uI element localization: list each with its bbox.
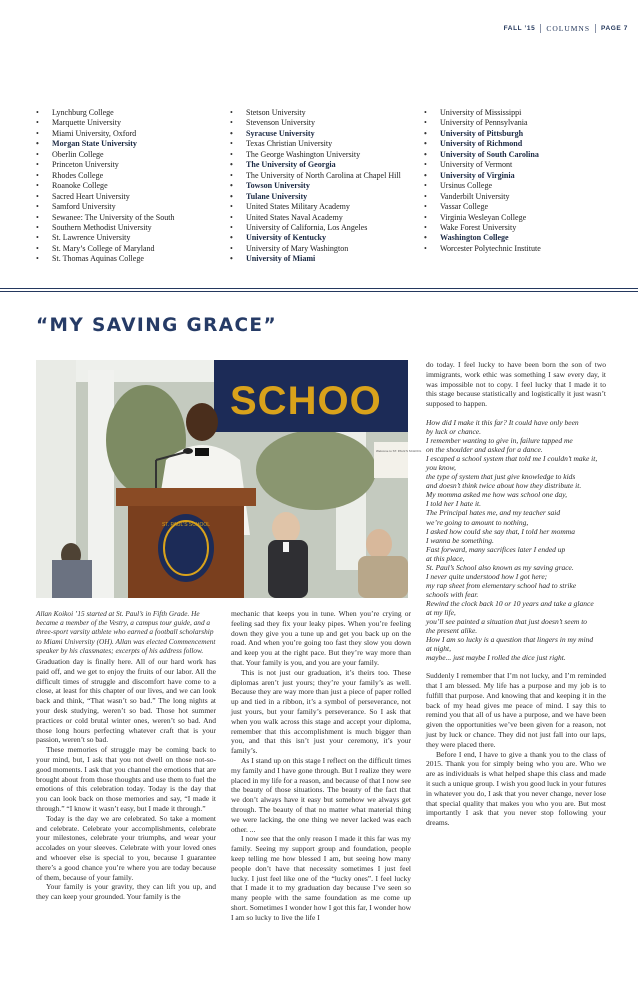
- article-column-3: [426, 360, 606, 828]
- paragraph: Today is the day we are celebrated. So take a moment and celebrate. Celebrate your accomplishments, celebrate your milestones, celebrate your triumphs, and wear your accolades on your sleeves. Celebrate with your loved ones and whoever else is special to you, because I guarantee there’s a good chance you’re where you are today because of them, because of your family.: [36, 813, 216, 882]
- college-list-item: • St. Mary’s College of Maryland: [36, 244, 232, 254]
- paragraph: These memories of struggle may be coming back to your mind, but, I ask that you not dwell on those not-so-good moments. I ask that you channel the emotions that are brought about from those thoughts and use them to fuel the emotions of this celebration today. Today is the day that you can look back on those memories and say, “I made it through.” “I know it wasn’t easy, but I made it through.”: [36, 745, 216, 813]
- college-list-item: • Morgan State University: [36, 139, 232, 149]
- college-list-item: • University of Mary Washington: [230, 244, 426, 254]
- paragraph: This is not just our graduation, it’s theirs too. These diplomas aren’t just yours; they’re your family’s as well. Because they are way more than just a piece of paper rolled up and tied in a ribbon, it’s a symbol of perseverance, not just yours, but your family’s perseverance. So I ask that when you walk across this stage and accept your diploma, remember that this accomplishment is much bigger than you, and that this isn’t just your ceremony, it’s your family’s.: [231, 667, 411, 756]
- paragraph: Suddenly I remember that I’m not lucky, and I’m reminded that I am blessed. My life has a purpose and my job is to fulfill that purpose. And knowing that and keeping it in the back of my head gives me peace of mind. I say this to remind you that all of us have a purpose, and we have been given the opportunities we’ve been given for a reason, not just by luck or chance. They did not just fall into our laps, they were placed there.: [426, 671, 606, 749]
- poem-line: How I am so lucky is a question that lingers in my mind: [426, 635, 594, 645]
- paragraph: Your family is your gravity, they can lift you up, and they can keep your grounded. Your family is the: [36, 882, 216, 902]
- college-list-item: • Sewanee: The University of the South: [36, 213, 232, 223]
- college-list-item: • Texas Christian University: [230, 139, 426, 149]
- college-list-item: • University of Richmond: [424, 139, 620, 149]
- college-list-item: • Stetson University: [230, 108, 426, 118]
- college-list-item: • Oberlin College: [36, 150, 232, 160]
- college-list-item: • Southern Methodist University: [36, 223, 232, 233]
- college-list-item: • Marquette University: [36, 118, 232, 128]
- poem-line: My momma asked me how was school one day,: [426, 490, 568, 500]
- college-list-item: • Tulane University: [230, 192, 426, 202]
- college-list-column-1: [36, 108, 232, 265]
- college-list-item: • University of Kentucky: [230, 233, 426, 243]
- college-list-item: • The University of North Carolina at Chapel Hill: [230, 171, 426, 181]
- poem-line: How did I make it this far? It could have only been: [426, 417, 579, 427]
- college-list-item: • Ursinus College: [424, 181, 620, 191]
- magazine-name: COLUMNS: [546, 23, 591, 33]
- college-list-item: • University of Miami: [230, 254, 426, 264]
- paragraph: Before I end, I have to give a thank you to the class of 2015. Thank you for simply being who you are. Who we are as individuals is what helped shape this class and made it such a unique group. I wish you good luck in your futures in whatever you do, I ask that you never change, never lose that special quality that makes you who you are. But most importantly I ask that you never stop following your dreams.: [426, 749, 606, 828]
- college-list-item: • United States Naval Academy: [230, 213, 426, 223]
- poem-line: on the shoulder and asked for a dance.: [426, 445, 543, 455]
- poem-line: Rewind the clock back 10 or 10 years and take a glance: [426, 598, 594, 608]
- poem-line: you’ll see painted a situation that just doesn’t seem to: [426, 617, 588, 627]
- poem-line: the type of system that just give knowledge to kids: [426, 472, 576, 482]
- poem-line: and doesn’t think twice about how they distribute it.: [426, 481, 582, 491]
- college-list-column-2: [230, 108, 426, 265]
- paragraph: do today. I feel lucky to have been born the son of two immigrants, work ethic was something I saw every day, it was impossible not to copy. I feel lucky that I made it to this stage because statistically and logistically it just wasn’t supposed to happen.: [426, 360, 606, 409]
- college-list-item: • Washington College: [424, 233, 620, 243]
- college-list-item: • Vanderbilt University: [424, 192, 620, 202]
- poem-line: I told her I hate it.: [426, 499, 481, 509]
- college-list-item: • University of Pittsburgh: [424, 129, 620, 139]
- poem-line: my rap sheet from elementary school had to strike: [426, 580, 577, 590]
- poem-line: I remember wanting to give in, failure tapped me: [426, 436, 573, 446]
- paragraph: As I stand up on this stage I reflect on the difficult times my family and I have gone through. But I realize they were placed in my life for a reason, and because of that I now see the beauty of those situations. The beauty of the fact that we don’t always have it easy but somehow we always get through. The beauty of that no matter what material thing we were lacking, the one thing we never lacked was each other. ...: [231, 755, 411, 834]
- photo-caption: Allan Koikoi ’15 started at St. Paul’s in Fifth Grade. He became a member of the Vestry, a campus tour guide, and a three-sport varsity athlete who earned a football scholarship to Miami University (OH). Allan was elected Commencement speaker by his classmates; excerpts of his address follow.: [36, 609, 216, 655]
- college-list-item: • The University of Georgia: [230, 160, 426, 170]
- poem-line: by luck or chance.: [426, 427, 481, 437]
- paragraph: mechanic that keeps you in tune. When you’re crying or feeling sad they fix your leaky pipes. When you’re feeling down they give you a tune up and get you back up on the road. And when you’re going too fast they slow you down and keep you at the right pace. But they’re way more than that. Your family is you, and you are your family.: [231, 609, 411, 667]
- college-list-item: • Princeton University: [36, 160, 232, 170]
- college-list-item: • Syracuse University: [230, 129, 426, 139]
- poem-line: St. Paul’s School also known as my saving grace.: [426, 562, 574, 572]
- page-header: [504, 22, 628, 34]
- commencement-photo: [36, 360, 422, 598]
- college-list-item: • The George Washington University: [230, 150, 426, 160]
- poem-line: maybe... just maybe I rolled the dice just right.: [426, 653, 566, 663]
- college-list-item: • St. Lawrence University: [36, 233, 232, 243]
- poem-line: Fast forward, many sacrifices later I ended up: [426, 544, 566, 554]
- poem-line: I wanna be something.: [426, 535, 494, 545]
- college-list-item: • United States Military Academy: [230, 202, 426, 212]
- section-divider-bottom: [0, 291, 638, 292]
- college-list-item: • Roanoke College: [36, 181, 232, 191]
- poem-line: at this place,: [426, 553, 465, 563]
- college-list-item: • University of Mississippi: [424, 108, 620, 118]
- poem-line: at night,: [426, 644, 452, 654]
- poem-line: we’re going to amount to nothing,: [426, 517, 529, 527]
- section-divider-top: [0, 288, 638, 289]
- issue-label: FALL ’15: [503, 24, 536, 32]
- article-column-2: [231, 609, 411, 923]
- college-list-item: • Vassar College: [424, 202, 620, 212]
- college-list-item: • University of California, Los Angeles: [230, 223, 426, 233]
- college-list-item: • Miami University, Oxford: [36, 129, 232, 139]
- college-list-item: • Sacred Heart University: [36, 192, 232, 202]
- college-list-item: • University of Vermont: [424, 160, 620, 170]
- poem-line: the present alike.: [426, 626, 478, 636]
- college-list-item: • St. Thomas Aquinas College: [36, 254, 232, 264]
- college-list-item: • Worcester Polytechnic Institute: [424, 244, 620, 254]
- page-number: PAGE 7: [601, 24, 628, 32]
- banner-text: SCHOO: [230, 379, 382, 423]
- poem-line: schools with fear.: [426, 589, 479, 599]
- poem-line: you know,: [426, 463, 456, 473]
- paragraph: I now see that the only reason I made it this far was my family. Seeing my support group and foundation, people keep telling me how blessed I am, but seeing how many people don’t have that necessity sometimes I just feel lucky. I just feel like one of the “lucky ones”. I feel lucky that I made it to my graduation day because I’ve seen so many people with the same foundation as me come up short. Sometimes I wonder how I got this far, I wonder how I am so lucky to live the life I: [231, 834, 411, 922]
- college-list-item: • Stevenson University: [230, 118, 426, 128]
- poem-line: I escaped a school system that told me I couldn’t make it,: [426, 454, 598, 464]
- college-list-item: • University of Virginia: [424, 171, 620, 181]
- sign-text: Welcome to ST. PAUL'S SCHOOL: [376, 449, 422, 453]
- college-list-item: • Lynchburg College: [36, 108, 232, 118]
- header-divider: [595, 24, 596, 33]
- college-list-item: • Rhodes College: [36, 171, 232, 181]
- paragraph: Graduation day is finally here. All of our hard work has paid off, and we get to enjoy the fruits of our labor. All the difficult times of struggle and discomfort have come to a close, at least for this chapter of our lives, and we can look back and think, “That wasn’t so bad.” The long nights at your desk studying, weren’t so bad. Those hot summer practices or cold brutal winter ones, weren’t so bad. And those long hours perfecting whatever craft that is your passion, weren’t so bad.: [36, 657, 216, 745]
- college-list-item: • Towson University: [230, 181, 426, 191]
- college-list-item: • University of South Carolina: [424, 150, 620, 160]
- article-title: “MY SAVING GRACE”: [36, 315, 278, 336]
- poem-line: at my life,: [426, 607, 456, 617]
- header-divider: [540, 24, 541, 33]
- podium-text: ST. PAUL'S SCHOOL: [161, 522, 211, 528]
- college-list-item: • University of Pennsylvania: [424, 118, 620, 128]
- college-list-item: • Samford University: [36, 202, 232, 212]
- article-column-1: [36, 657, 216, 902]
- college-list-column-3: [424, 108, 620, 254]
- college-list-item: • Wake Forest University: [424, 223, 620, 233]
- poem-line: The Principal hates me, and my teacher said: [426, 508, 561, 518]
- college-list-item: • Virginia Wesleyan College: [424, 213, 620, 223]
- poem-line: I asked how could she say that, I told her momma: [426, 526, 575, 536]
- poem-line: I never quite understood how I got here;: [426, 571, 548, 581]
- poem: [426, 418, 606, 662]
